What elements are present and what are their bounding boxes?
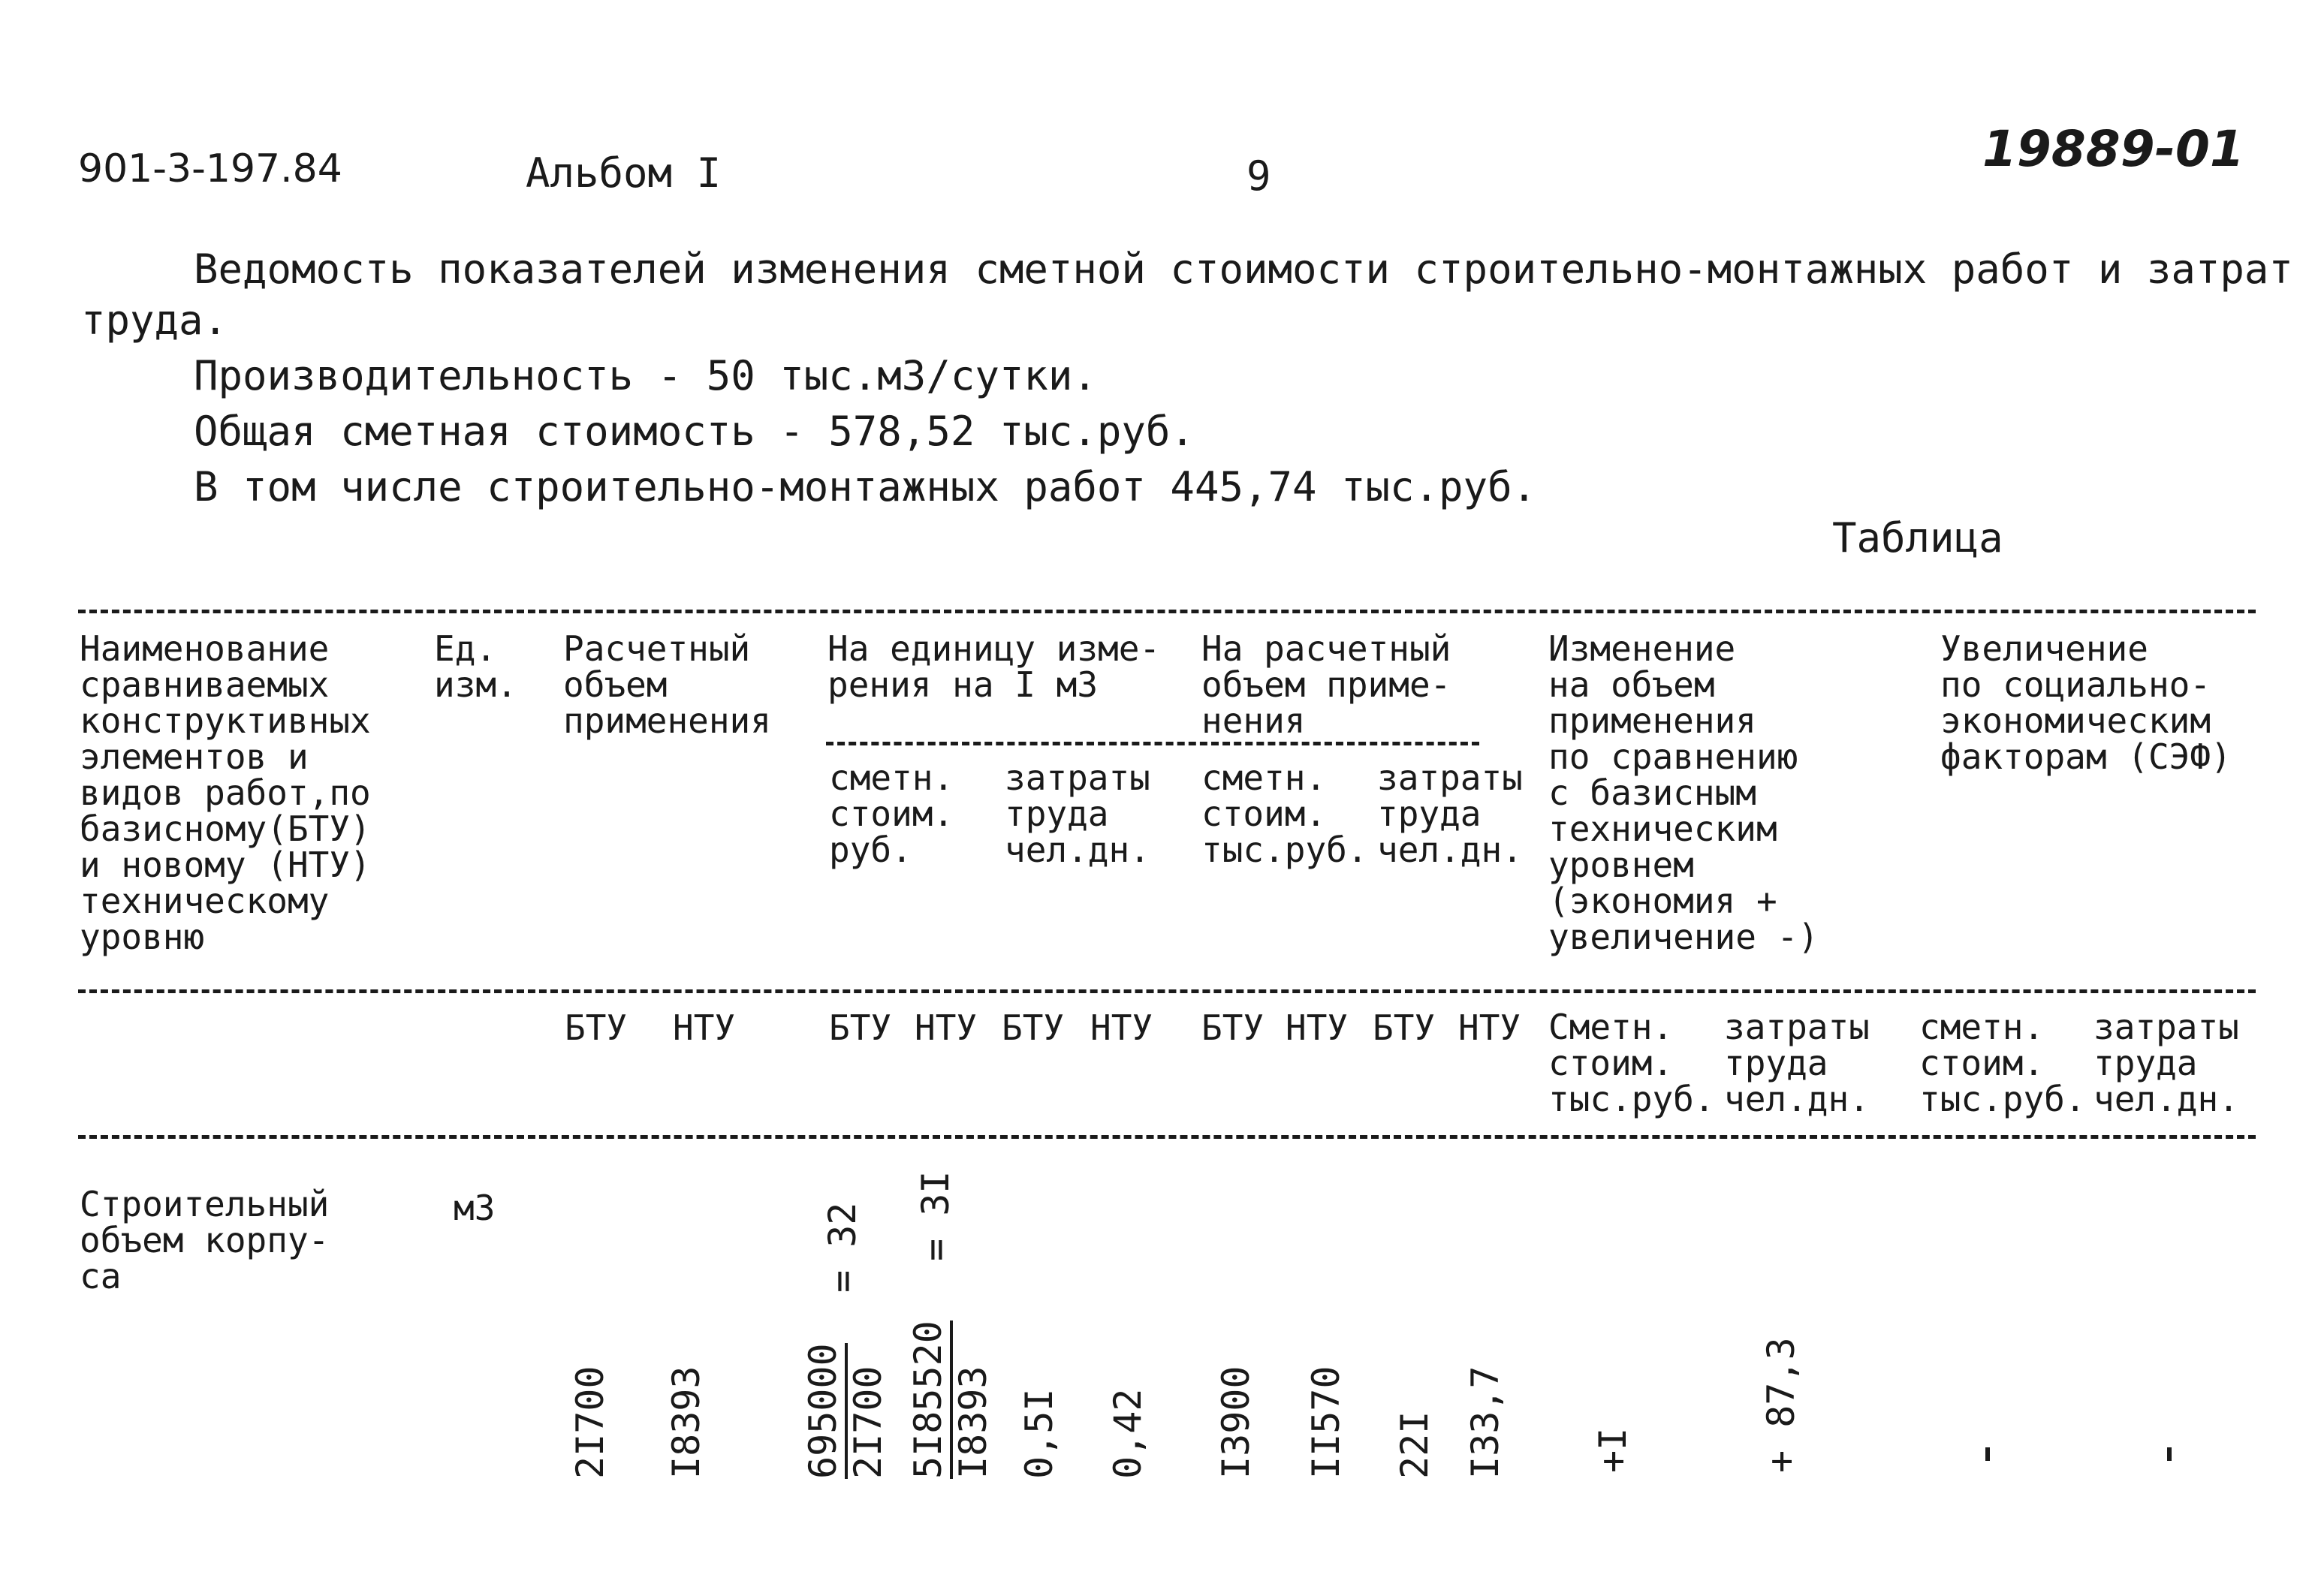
increase-labor-dash <box>2167 1447 2172 1461</box>
row-unit-cost-btu-denominator: 2I700 <box>846 1366 890 1479</box>
row-unit-labor-btu: 0,5I <box>1017 1388 1061 1479</box>
subheader-bottom-rule <box>78 1135 2256 1139</box>
subheader-volume-btu: БТУ <box>565 1007 628 1048</box>
subheader-change-cost: Сметн. стоим. тыс.руб. <box>1548 1007 1715 1119</box>
row-vol-cost-btu: I3900 <box>1214 1366 1258 1479</box>
row-vol-labor-btu: 22I <box>1393 1411 1436 1479</box>
header-name: Наименование сравниваемых конструктивных элементов и видов работ,по базисному(БТУ) и новому (НТУ) техническому уровню <box>80 628 371 957</box>
fraction-numerator: 695000 <box>801 1343 848 1479</box>
row-volume-btu: 2I700 <box>568 1366 612 1479</box>
header-per-unit-labor: затраты труда чел.дн. <box>1005 757 1150 870</box>
header-change: Изменение на объем применения по сравнению с базисным техническим уровнем (экономия + увеличение -) <box>1548 628 1819 957</box>
subheader-increase-labor: затраты труда чел.дн. <box>2093 1007 2239 1119</box>
subheader-vol-labor-ntu: НТУ <box>1458 1007 1521 1048</box>
row-vol-labor-ntu: I33,7 <box>1463 1366 1507 1479</box>
subheader-vol-cost-btu: БТУ <box>1201 1007 1265 1048</box>
page-number: 9 <box>1246 152 1271 200</box>
row-unit: м3 <box>454 1188 496 1228</box>
statement-title-line1: Ведомость показателей изменения сметной стоимости строительно-монтажных работ и затрат <box>194 245 2293 293</box>
row-unit-cost-btu-fraction <box>803 1343 843 1479</box>
subheader-unit-labor-ntu: НТУ <box>1090 1007 1153 1048</box>
row-volume-ntu: I8393 <box>665 1366 708 1479</box>
row-unit-cost-btu-result: = 32 <box>821 1202 864 1293</box>
row-change-cost: +I <box>1591 1427 1635 1473</box>
construction-cost-text: В том числе строительно-монтажных работ 445,74 тыс.руб. <box>194 463 1537 510</box>
per-unit-split-rule <box>826 742 1479 745</box>
subheader-unit-cost-btu: БТУ <box>829 1007 892 1048</box>
row-unit-labor-ntu: 0,42 <box>1106 1388 1150 1479</box>
row-unit-cost-ntu-denominator: I8393 <box>951 1366 995 1479</box>
header-per-unit-cost: сметн. стоим. руб. <box>829 757 954 870</box>
header-per-volume-cost: сметн. стоим. тыс.руб. <box>1201 757 1368 870</box>
header-bottom-rule <box>78 989 2256 993</box>
fraction-numerator: 5I85520 <box>906 1320 953 1479</box>
header-increase: Увеличение по социально- экономическим факторам (СЭФ) <box>1940 628 2232 777</box>
total-cost-text: Общая сметная стоимость - 578,52 тыс.руб. <box>194 408 1195 455</box>
stamp-code: 19889-01 <box>1982 120 2244 178</box>
subheader-vol-labor-btu: БТУ <box>1373 1007 1436 1048</box>
row-change-labor: + 87,3 <box>1759 1337 1803 1473</box>
subheader-volume-ntu: НТУ <box>673 1007 736 1048</box>
table-label: Таблица <box>1832 514 2003 562</box>
subheader-change-labor: затраты труда чел.дн. <box>1724 1007 1870 1119</box>
increase-cost-dash <box>1985 1447 1990 1461</box>
subheader-unit-labor-btu: БТУ <box>1002 1007 1065 1048</box>
header-volume: Расчетный объем применения <box>563 628 771 741</box>
row-unit-cost-ntu-result: = 3I <box>914 1170 957 1261</box>
subheader-vol-cost-ntu: НТУ <box>1286 1007 1349 1048</box>
row-name: Строительный объем корпу- са <box>80 1184 330 1296</box>
header-unit: Ед. изм. <box>434 628 517 705</box>
row-unit-cost-ntu-fraction <box>906 1320 950 1479</box>
album-label: Альбом I <box>526 149 722 197</box>
statement-title-line2: труда. <box>81 297 228 344</box>
document-code: 901-3-197.84 <box>78 146 342 191</box>
productivity-text: Производительность - 50 тыс.м3/сутки. <box>194 352 1097 399</box>
header-per-unit: На единицу изме- рения на I м3 <box>827 628 1161 705</box>
header-per-volume-labor: затраты труда чел.дн. <box>1377 757 1523 870</box>
subheader-unit-cost-ntu: НТУ <box>915 1007 978 1048</box>
row-vol-cost-ntu: II570 <box>1304 1366 1348 1479</box>
subheader-increase-cost: сметн. стоим. тыс.руб. <box>1919 1007 2086 1119</box>
table-top-rule <box>78 610 2256 613</box>
header-per-volume: На расчетный объем приме- нения <box>1201 628 1451 741</box>
